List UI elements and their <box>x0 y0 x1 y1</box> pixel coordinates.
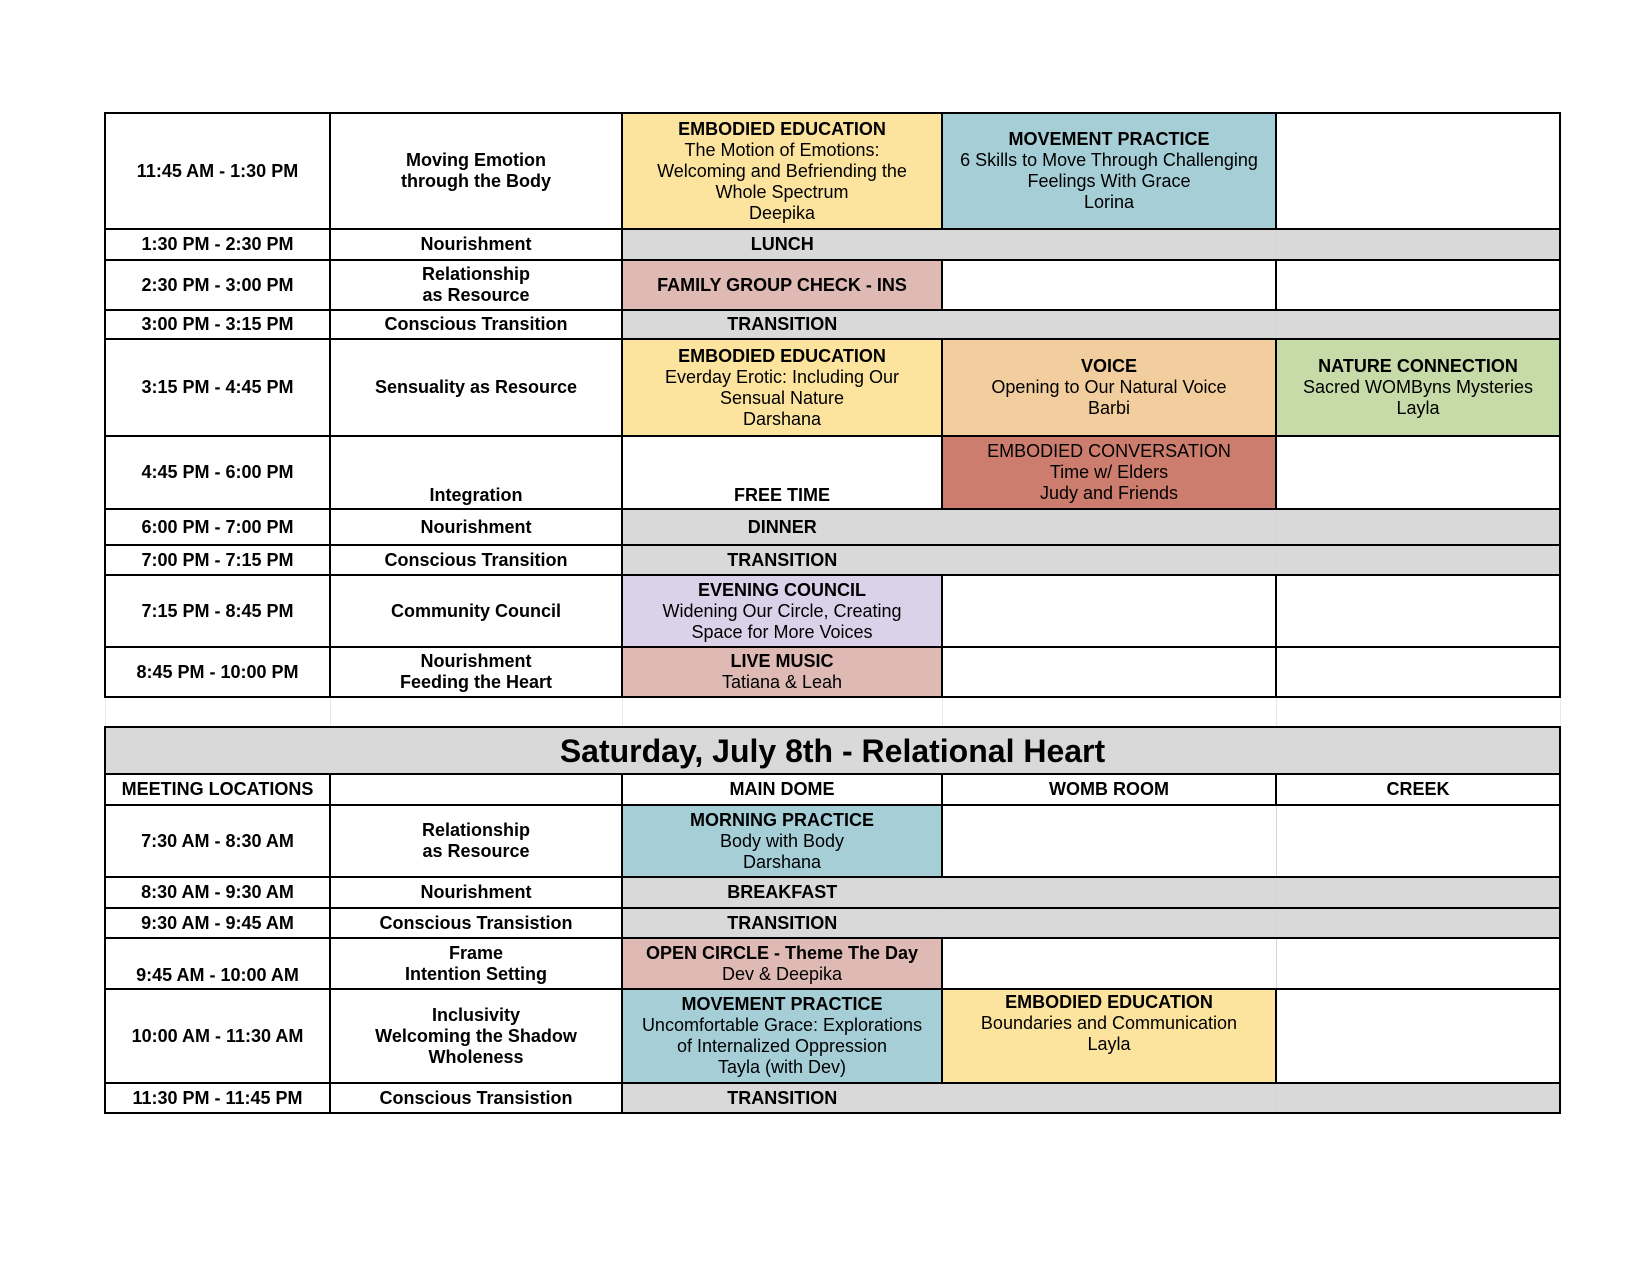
theme-cell: Frame Intention Setting <box>330 938 622 989</box>
theme-cell: Relationship as Resource <box>330 260 622 310</box>
theme-cell: Moving Emotion through the Body <box>330 113 622 229</box>
empty-cell <box>1276 1083 1560 1113</box>
theme-cell: Relationship as Resource <box>330 805 622 877</box>
schedule-sheet <box>104 112 1559 1114</box>
session-cell: MORNING PRACTICE Body with Body Darshana <box>622 805 942 877</box>
table-row <box>105 938 1560 989</box>
empty-cell <box>942 260 1276 310</box>
empty-cell <box>1276 545 1560 575</box>
empty-cell <box>1276 647 1560 697</box>
empty-cell <box>1276 229 1560 260</box>
header-main-dome: MAIN DOME <box>622 774 942 805</box>
session-cell: TRANSITION <box>622 310 942 339</box>
time-cell: 1:30 PM - 2:30 PM <box>105 229 330 260</box>
session-cell: TRANSITION <box>622 908 942 938</box>
theme-cell: Integration <box>330 436 622 509</box>
time-cell: 3:15 PM - 4:45 PM <box>105 339 330 436</box>
header-creek: CREEK <box>1276 774 1560 805</box>
empty-cell <box>1276 575 1560 647</box>
empty-cell <box>942 1083 1276 1113</box>
theme-cell: Conscious Transition <box>330 310 622 339</box>
spacer-row <box>105 697 1560 727</box>
empty-cell <box>942 647 1276 697</box>
empty-cell <box>942 310 1276 339</box>
session-cell: EMBODIED EDUCATION Boundaries and Communication Layla <box>942 989 1276 1083</box>
table-row <box>105 575 1560 647</box>
empty-cell <box>1276 113 1560 229</box>
time-cell: 11:30 PM - 11:45 PM <box>105 1083 330 1113</box>
header-row <box>105 774 1560 805</box>
session-cell: TRANSITION <box>622 1083 942 1113</box>
theme-cell: Nourishment <box>330 509 622 545</box>
empty-cell <box>1276 697 1560 727</box>
table-row <box>105 989 1560 1083</box>
empty-cell <box>1276 938 1560 989</box>
empty-cell <box>942 575 1276 647</box>
empty-cell <box>942 697 1276 727</box>
empty-cell <box>942 908 1276 938</box>
day-title-row <box>105 727 1560 774</box>
time-cell: 8:30 AM - 9:30 AM <box>105 877 330 908</box>
table-row <box>105 310 1560 339</box>
empty-cell <box>1276 989 1560 1083</box>
schedule-table <box>104 112 1561 1114</box>
theme-cell: Nourishment Feeding the Heart <box>330 647 622 697</box>
session-cell: EMBODIED EDUCATION Everday Erotic: Including Our Sensual Nature Darshana <box>622 339 942 436</box>
time-cell: 10:00 AM - 11:30 AM <box>105 989 330 1083</box>
time-cell: 8:45 PM - 10:00 PM <box>105 647 330 697</box>
empty-cell <box>330 697 622 727</box>
table-row <box>105 805 1560 877</box>
empty-cell <box>942 509 1276 545</box>
empty-cell <box>1276 908 1560 938</box>
session-cell: OPEN CIRCLE - Theme The Day Dev & Deepika <box>622 938 942 989</box>
table-row <box>105 1083 1560 1113</box>
session-cell: LIVE MUSIC Tatiana & Leah <box>622 647 942 697</box>
time-cell: 7:00 PM - 7:15 PM <box>105 545 330 575</box>
time-cell: 11:45 AM - 1:30 PM <box>105 113 330 229</box>
session-cell: VOICE Opening to Our Natural Voice Barbi <box>942 339 1276 436</box>
theme-cell: Conscious Transition <box>330 545 622 575</box>
theme-cell: Inclusivity Welcoming the Shadow Wholeness <box>330 989 622 1083</box>
time-cell: 7:15 PM - 8:45 PM <box>105 575 330 647</box>
table-row <box>105 113 1560 229</box>
time-cell: 9:30 AM - 9:45 AM <box>105 908 330 938</box>
header-blank <box>330 774 622 805</box>
table-row <box>105 229 1560 260</box>
time-cell: 7:30 AM - 8:30 AM <box>105 805 330 877</box>
theme-cell: Nourishment <box>330 877 622 908</box>
session-cell: EVENING COUNCIL Widening Our Circle, Creating Space for More Voices <box>622 575 942 647</box>
theme-cell: Community Council <box>330 575 622 647</box>
empty-cell <box>1276 260 1560 310</box>
empty-cell <box>942 545 1276 575</box>
empty-cell <box>105 697 330 727</box>
table-row <box>105 877 1560 908</box>
table-row <box>105 260 1560 310</box>
table-row <box>105 509 1560 545</box>
table-row <box>105 339 1560 436</box>
empty-cell <box>1276 509 1560 545</box>
header-meeting-locations: MEETING LOCATIONS <box>105 774 330 805</box>
session-cell: EMBODIED EDUCATION The Motion of Emotions: Welcoming and Befriending the Whole Spectrum Deepika <box>622 113 942 229</box>
session-cell: BREAKFAST <box>622 877 942 908</box>
theme-cell: Sensuality as Resource <box>330 339 622 436</box>
session-cell: DINNER <box>622 509 942 545</box>
empty-cell <box>1276 877 1560 908</box>
session-cell: MOVEMENT PRACTICE 6 Skills to Move Through Challenging Feelings With Grace Lorina <box>942 113 1276 229</box>
session-cell: LUNCH <box>622 229 942 260</box>
theme-cell: Conscious Transistion <box>330 908 622 938</box>
session-cell: FREE TIME <box>622 436 942 509</box>
empty-cell <box>942 229 1276 260</box>
table-row <box>105 908 1560 938</box>
empty-cell <box>622 697 942 727</box>
session-cell: EMBODIED CONVERSATION Time w/ Elders Judy and Friends <box>942 436 1276 509</box>
empty-cell <box>1276 805 1560 877</box>
theme-cell: Nourishment <box>330 229 622 260</box>
day-title: Saturday, July 8th - Relational Heart <box>105 727 1560 774</box>
table-row <box>105 436 1560 509</box>
empty-cell <box>1276 310 1560 339</box>
empty-cell <box>942 877 1276 908</box>
empty-cell <box>942 938 1276 989</box>
empty-cell <box>1276 436 1560 509</box>
time-cell: 6:00 PM - 7:00 PM <box>105 509 330 545</box>
theme-cell: Conscious Transistion <box>330 1083 622 1113</box>
time-cell: 4:45 PM - 6:00 PM <box>105 436 330 509</box>
session-cell: MOVEMENT PRACTICE Uncomfortable Grace: Explorations of Internalized Oppression Tayla (with Dev) <box>622 989 942 1083</box>
session-cell: NATURE CONNECTION Sacred WOMByns Mysteries Layla <box>1276 339 1560 436</box>
time-cell: 3:00 PM - 3:15 PM <box>105 310 330 339</box>
header-womb-room: WOMB ROOM <box>942 774 1276 805</box>
time-cell: 9:45 AM - 10:00 AM <box>105 938 330 989</box>
session-cell: FAMILY GROUP CHECK - INS <box>622 260 942 310</box>
table-row <box>105 647 1560 697</box>
time-cell: 2:30 PM - 3:00 PM <box>105 260 330 310</box>
empty-cell <box>942 805 1276 877</box>
table-row <box>105 545 1560 575</box>
session-cell: TRANSITION <box>622 545 942 575</box>
